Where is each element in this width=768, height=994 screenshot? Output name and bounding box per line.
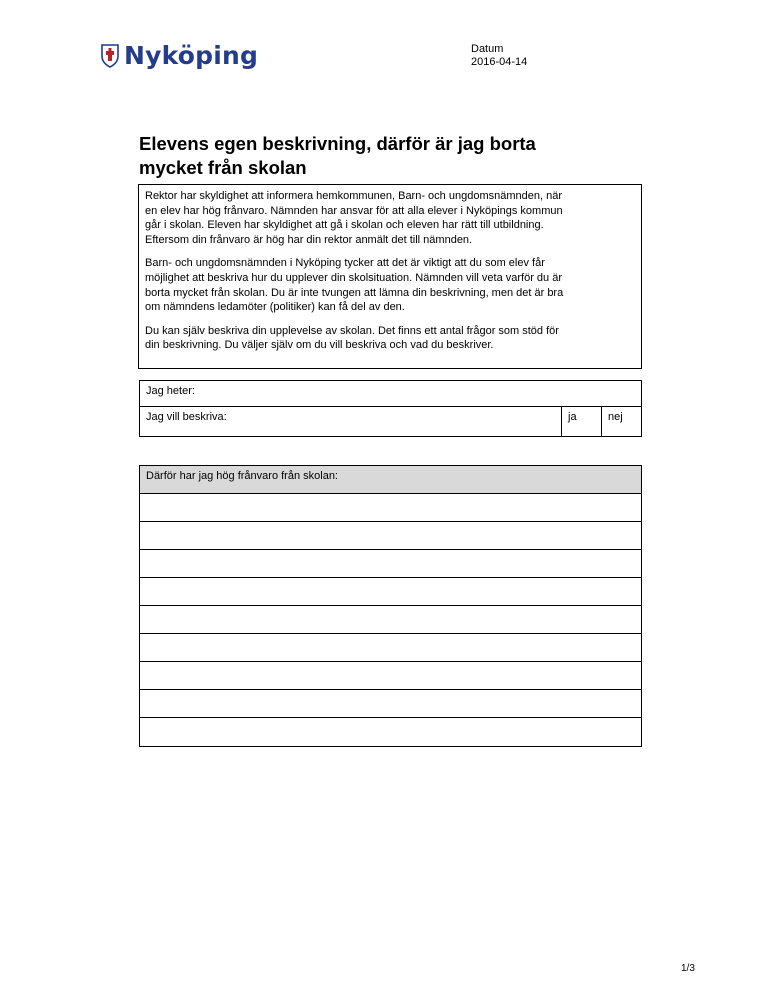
logo-text: Nyköping <box>124 41 259 70</box>
reason-line[interactable] <box>140 634 641 662</box>
title-line-2: mycket från skolan <box>139 157 307 178</box>
coat-of-arms-icon <box>100 44 120 68</box>
reason-header: Därför har jag hög frånvaro från skolan: <box>140 466 641 494</box>
logo <box>100 41 258 70</box>
describe-row <box>140 407 641 436</box>
student-form <box>139 380 642 437</box>
info-line: går i skolan. Eleven har skyldighet att gå i skolan och eleven har rätt till utbildning. <box>145 219 544 232</box>
info-line: möjlighet att beskriva hur du upplever din skolsituation. Nämnden vill veta varför du är <box>145 271 562 284</box>
page-number: 1/3 <box>681 963 695 974</box>
info-box <box>138 184 642 369</box>
reason-line[interactable] <box>140 690 641 718</box>
page-title <box>139 132 659 180</box>
info-line: Rektor har skyldighet att informera hemkommunen, Barn- och ungdomsnämnden, när <box>145 190 562 202</box>
reason-line[interactable] <box>140 494 641 522</box>
reason-line[interactable] <box>140 550 641 578</box>
info-line: din beskrivning. Du väljer själv om du vill beskriva och vad du beskriver. <box>145 339 494 352</box>
info-paragraph-1 <box>145 189 636 247</box>
reason-line[interactable] <box>140 718 641 746</box>
date-block <box>471 43 527 69</box>
info-line: Barn- och ungdomsnämnden i Nyköping tycker att det är viktigt att du som elev får <box>145 257 545 270</box>
name-field[interactable] <box>140 381 641 407</box>
title-line-1: Elevens egen beskrivning, därför är jag borta <box>139 133 536 154</box>
info-line: om nämndens ledamöter (politiker) kan få del av den. <box>145 301 405 314</box>
date-label: Datum <box>471 43 504 55</box>
info-line: Du kan själv beskriva din upplevelse av skolan. Det finns ett antal frågor som stöd för <box>145 324 559 337</box>
describe-label: Jag vill beskriva: <box>146 411 227 423</box>
info-paragraph-2 <box>145 256 636 314</box>
reason-line[interactable] <box>140 578 641 606</box>
info-line: Eftersom din frånvaro är hög har din rektor anmält det till nämnden. <box>145 233 473 246</box>
date-value: 2016-04-14 <box>471 56 528 68</box>
info-paragraph-3 <box>145 324 636 353</box>
no-option[interactable]: nej <box>601 407 641 436</box>
reason-line[interactable] <box>140 522 641 550</box>
name-label: Jag heter: <box>146 385 195 397</box>
reason-table <box>139 465 642 747</box>
info-line: en elev har hög frånvaro. Nämnden har ansvar för att alla elever i Nyköpings kommun <box>145 204 563 217</box>
info-line: borta mycket från skolan. Du är inte tvungen att lämna din beskrivning, men det är bra <box>145 286 564 299</box>
reason-line[interactable] <box>140 662 641 690</box>
reason-line[interactable] <box>140 606 641 634</box>
yes-option[interactable]: ja <box>561 407 601 436</box>
